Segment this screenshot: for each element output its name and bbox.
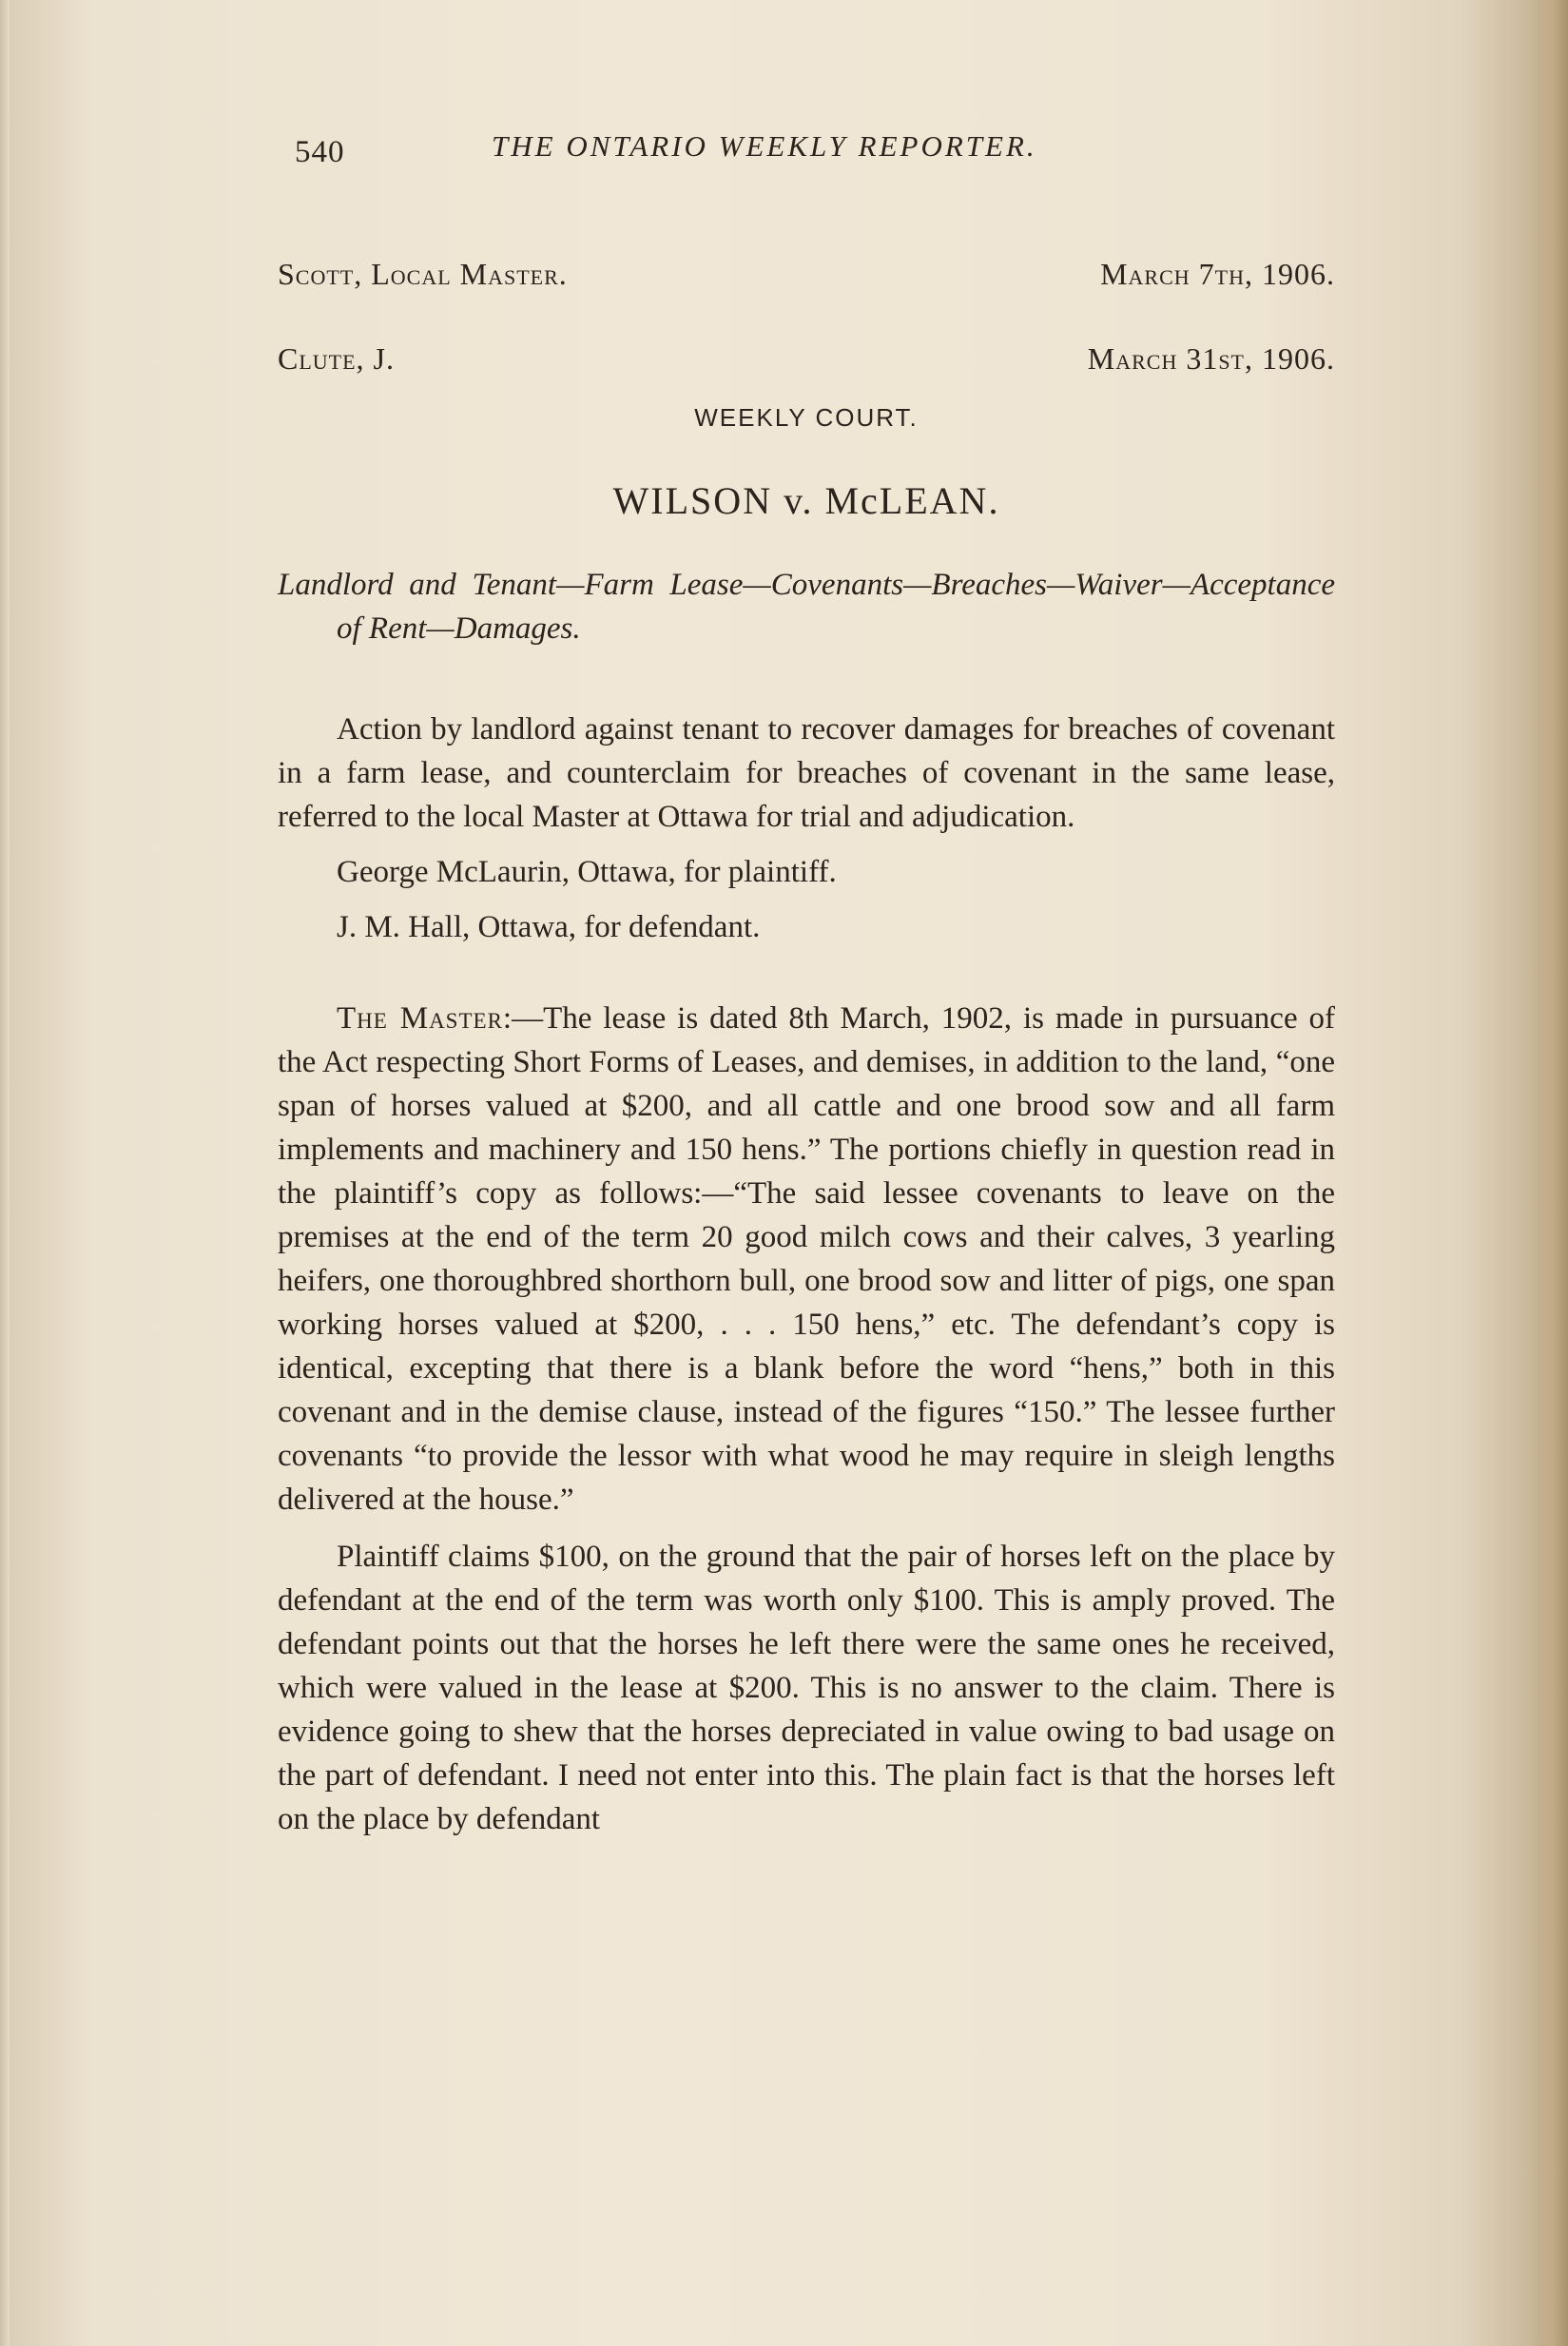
page-content [278,124,1335,1841]
judgment-paragraph-2: Plaintiff claims $100, on the ground that the pair of horses left on the place by defendant at the end of the term was worth only $100. This is amply proved. The defendant points out that the horses he left there were the same ones he received, which were valued in the lease at $200. This is no answer to the claim. There is evidence going to shew that the horses depreciated in value owing to bad usage on the part of defendant. I need not enter into this. The plain fact is that the horses left on the place by defendant [278,1540,1335,1836]
hearing-date: March 7th, 1906. [1100,257,1335,291]
hearing-judge: Clute, J. [278,341,395,376]
page-edge-shadow [1530,0,1568,2346]
hearing-row [278,257,1335,292]
judgment-text: :—The lease is dated 8th March, 1902, is made in pursuance of the Act respecting Short Forms of Leases, and demises, in addition to the land, “one span of horses valued at $200, and all cattle and one brood sow and all farm implements and machinery and 150 hens.” The portions chiefly in question read in the plaintiff’s copy as follows:—“The said lessee covenants to leave on the premises at the end of the term 20 good milch cows and their calves, 3 yearling heifers, one thoroughbred shorthorn bull, one brood sow and litter of pigs, one span working horses valued at $200, . . . 150 hens,” etc. The defendant’s copy is identical, excepting that there is a blank before the word “hens,” both in this covenant and in the demise clause, instead of the figures “150.” The lessee further covenants “to provide the lessor with what wood he may require in sleigh lengths delivered at the house.” [278,1001,1336,1517]
hearing-judge: Scott, Local Master. [278,257,568,291]
headnote: Landlord and Tenant—Farm Lease—Covenants—Breaches—Waiver—Acceptance of Rent—Damages. [278,568,1335,646]
journal-title: THE ONTARIO WEEKLY REPORTER. [492,129,1037,163]
court-name: WEEKLY COURT. [694,403,919,432]
hearing-date: March 31st, 1906. [1087,341,1335,376]
page-number: 540 [295,135,345,169]
hearing-row [278,341,1335,377]
speaker-label: The Master [337,1001,503,1036]
judgment-paragraph [278,997,1335,1522]
page-spine-shadow [0,0,10,2346]
counsel-defendant: J. M. Hall, Ottawa, for defendant. [337,910,761,944]
running-head [278,124,1335,181]
case-title: WILSON v. McLEAN. [612,479,1000,522]
counsel-plaintiff: George McLaurin, Ottawa, for plaintiff. [337,855,837,889]
intro-paragraph: Action by landlord against tenant to recover damages for breaches of covenant in a farm lease, and counterclaim for breaches of covenant in the same lease, referred to the local Master at Ottawa for trial and adjudication. [278,712,1335,834]
